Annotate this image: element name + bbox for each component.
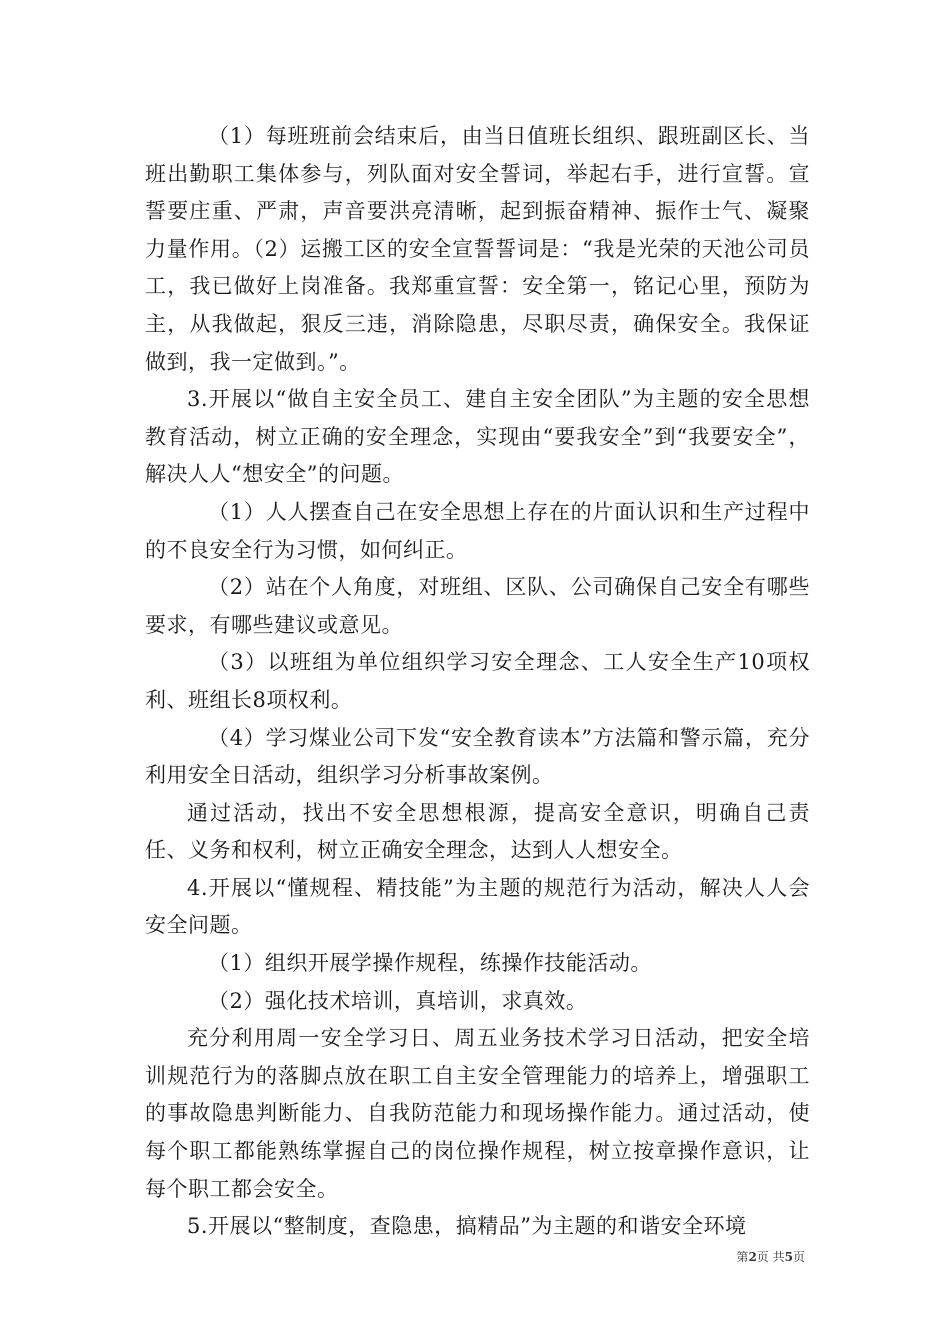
footer-middle: 页 共 <box>756 1250 785 1264</box>
footer-prefix: 第 <box>736 1250 749 1264</box>
paragraph-section-4: 4.开展以“懂规程、精技能”为主题的规范行为活动，解决人人会安全问题。 <box>145 875 810 938</box>
paragraph-summary-4: 充分利用周一安全学习日、周五业务技术学习日活动，把安全培训规范行为的落脚点放在职工自主安全管理能力的培养上，增强职工的事故隐患判断能力、自我防范能力和现场操作能力。通过活动，使每个职工都能熟练掌握自己的岗位操作规程，树立按章操作意识，让每个职工都会安全。 <box>145 1026 810 1201</box>
paragraph-item-1: （1）人人摆查自己在安全思想上存在的片面认识和生产过程中的不良安全行为习惯，如何纠正。 <box>145 499 810 562</box>
paragraph-section-3: 3.开展以“做自主安全员工、建自主安全团队”为主题的安全思想教育活动，树立正确的安全理念，实现由“要我安全”到“我要安全”，解决人人“想安全”的问题。 <box>145 387 810 487</box>
current-page-number: 2 <box>748 1250 757 1264</box>
paragraph-section-5: 5.开展以“整制度，查隐患，搞精品”为主题的和谐安全环境 <box>187 1214 747 1239</box>
paragraph-item-3: （3）以班组为单位组织学习安全理念、工人安全生产10项权利、班组长8项权利。 <box>145 650 810 712</box>
footer-suffix: 页 <box>792 1250 805 1264</box>
document-body <box>145 118 810 1246</box>
paragraph-item-2: （2）站在个人角度，对班组、区队、公司确保自己安全有哪些要求，有哪些建议或意见。 <box>145 575 810 637</box>
page-number-footer <box>736 1248 805 1265</box>
paragraph-oath-procedure: （1）每班班前会结束后，由当日值班长组织、跟班副区长、当班出勤职工集体参与，列队面对安全誓词，举起右手，进行宣誓。宣誓要庄重、严肃，声音要洪亮清晰，起到振奋精神、振作士气、凝聚力量作用。（2）运搬工区的安全宣誓誓词是：“我是光荣的天池公司员工，我已做好上岗准备。我郑重宣誓：安全第一，铭记心里，预防为主，从我做起，狠反三违，消除隐患，尽职尽责，确保安全。我保证做到，我一定做到。”。 <box>145 124 810 374</box>
paragraph-item-4-2: （2）强化技术培训，真培训，求真效。 <box>208 988 588 1013</box>
paragraph-summary-3: 通过活动，找出不安全思想根源，提高安全意识，明确自己责任、义务和权利，树立正确安全理念，达到人人想安全。 <box>145 800 810 863</box>
paragraph-item-4-1: （1）组织开展学操作规程，练操作技能活动。 <box>208 951 652 976</box>
total-pages-number: 5 <box>784 1250 793 1264</box>
paragraph-item-4: （4）学习煤业公司下发“安全教育读本”方法篇和警示篇，充分利用安全日活动，组织学习分析事故案例。 <box>145 725 810 788</box>
